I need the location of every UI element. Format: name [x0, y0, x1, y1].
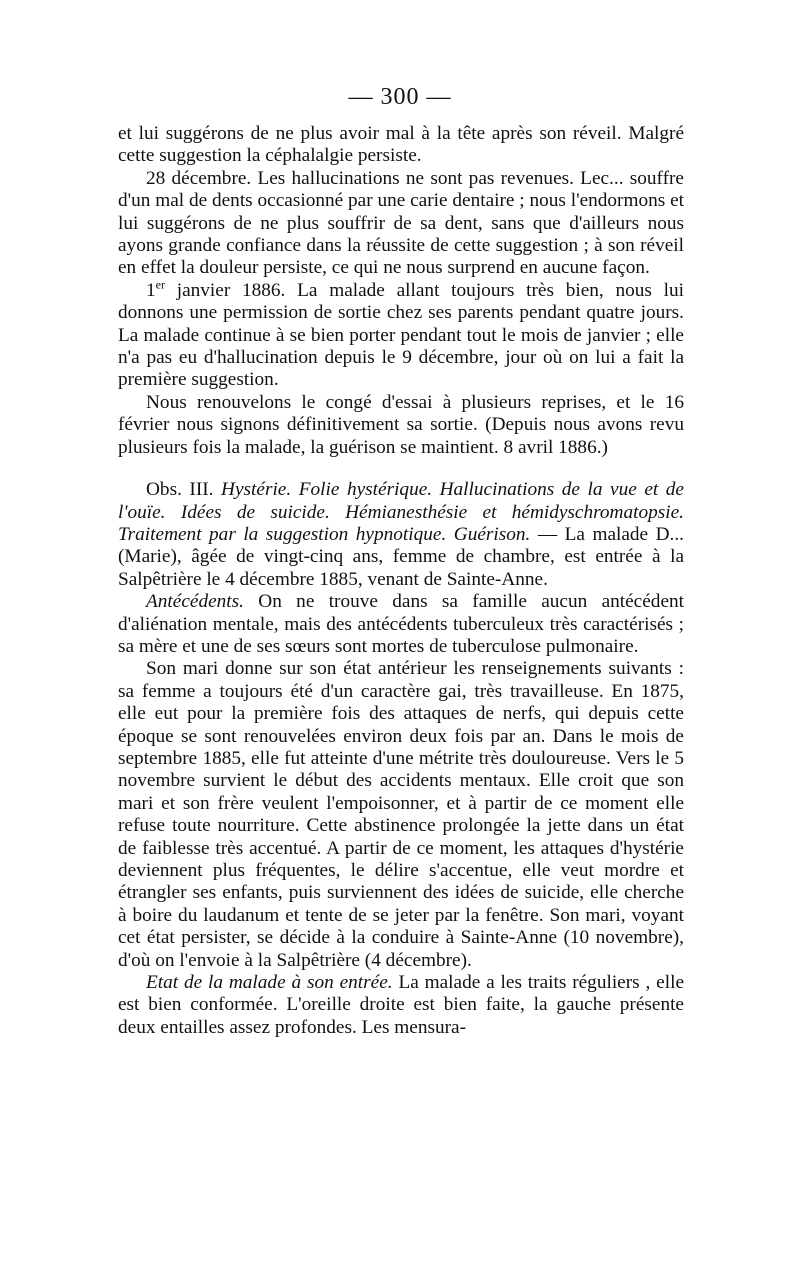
observation-heading — [118, 479, 684, 591]
ordinal-number: 1 — [146, 279, 156, 301]
paragraph-etat-entree — [118, 972, 684, 1039]
page-number: — 300 — — [348, 84, 452, 110]
etat-label: Etat de la malade à son entrée. — [146, 972, 393, 994]
paragraph-1er-janvier — [118, 277, 684, 392]
antecedents-text: On ne trouve dans sa famille aucun antécédent d'aliénation mentale, mais des antécédents tuberculeux très caractérisés ; sa mère et une de ses sœurs sont mortes de tuberculose pulmonaire. — [118, 591, 684, 657]
paragraph-1er-janvier-text: janvier 1886. La malade allant toujours très bien, nous lui donnons une permission de sortie chez ses parents pendant quatre jours. La malade continue à se bien porter pendant tout le mois de janvier ; elle n'a pas eu d'hallucination depuis le 9 décembre, jour où on lui a fait la première suggestion. — [118, 279, 684, 391]
paragraph-mari: Son mari donne sur son état antérieur les renseignements suivants : sa femme a toujours été d'un caractère gai, très travailleuse. En 1875, elle eut pour la première fois des attaques de nerfs, qui depuis cette époque se sont renouvelées environ deux fois par an. Dans le mois de septembre 1885, elle fut atteinte d'une métrite très douloureuse. Vers le 5 novembre survient le début des accidents mentaux. Elle croit que son mari et son frère veulent l'empoisonner, et à partir de ce moment elle refuse toute nourriture. Cette abstinence prolongée la jette dans un état de faiblesse très accentué. A partir de ce moment, les attaques d'hystérie deviennent plus fréquentes, le délire s'accentue, elle veut mordre et étrangler ses enfants, puis surviennent des idées de suicide, elle cherche à boire du laudanum et tente de se jeter par la fenêtre. Son mari, voyant cet état persister, se décide à la conduire à Sainte-Anne (10 novembre), d'où on l'envoie à la Salpêtrière (4 décembre). — [118, 658, 684, 971]
ordinal-suffix: er — [155, 277, 165, 292]
antecedents-label: Antécédents. — [146, 591, 244, 613]
observation-intro: — La malade D... (Marie), âgée de vingt-cinq ans, femme de chambre, est entrée à la Salpêtrière le 4 décembre 1885, venant de Sainte-Anne. — [118, 523, 684, 590]
paragraph-antecedents — [118, 591, 684, 658]
observation-label: Obs. III. — [146, 479, 222, 501]
observation-title: Hystérie. Folie hystérique. Hallucinations de la vue et de l'ouïe. Idées de suicide. Hémianesthésie et hémidyschromatopsie. Traitement par la suggestion hypnotique. Guérison. — [118, 479, 684, 545]
paragraph-28-decembre: 28 décembre. Les hallucinations ne sont pas revenues. Lec... souffre d'un mal de dents occasionné par une carie dentaire ; nous l'endormons et lui suggérons de ne plus souffrir de sa dent, sans que d'ailleurs nous ayons grande confiance dans la réussite de cette suggestion ; à son réveil en effet la douleur persiste, ce qui ne nous surprend en aucune façon. — [118, 167, 684, 279]
paragraph-conge-essai: Nous renouvelons le congé d'essai à plusieurs reprises, et le 16 février nous signons définitivement sa sortie. (Depuis nous avons revu plusieurs fois la malade, la guérison se maintient. 8 avril 1886.) — [118, 391, 684, 458]
paragraph-continuation: et lui suggérons de ne plus avoir mal à la tête après son réveil. Malgré cette suggestion la céphalalgie persiste. — [118, 123, 684, 167]
etat-text: La malade a les traits réguliers , elle est bien conformée. L'oreille droite est bien faite, la gauche présente deux entailles assez profondes. Les mensura- — [118, 972, 685, 1038]
page-body — [118, 123, 684, 1039]
